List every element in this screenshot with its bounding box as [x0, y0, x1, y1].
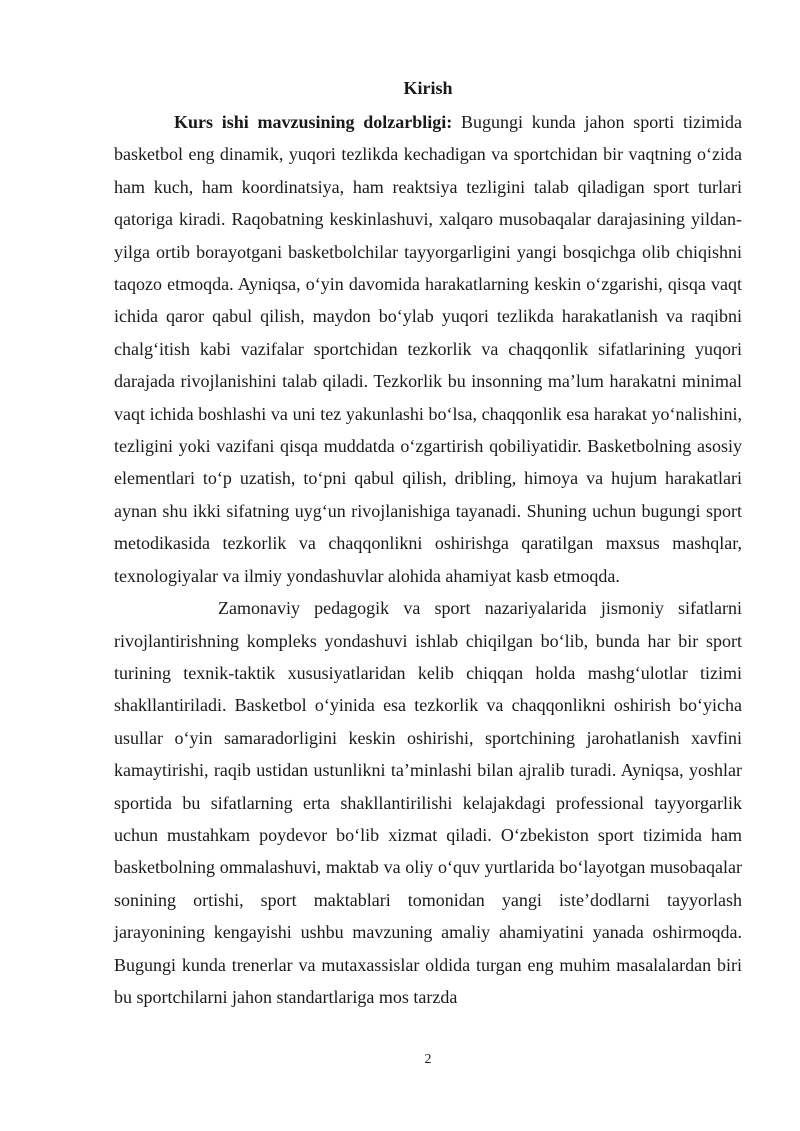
paragraph-relevance-text: Bugungi kunda jahon sporti tizimida basketbol eng dinamik, yuqori tezlikda kechadigan va sportchidan bir vaqtning oʻzida ham kuch, ham koordinatsiya, ham reaktsiya tezligini talab qiladigan sport turlari qatoriga kiradi. Raqobatning keskinlashuvi, xalqaro musobaqalar darajasining yildan-yilga ortib borayotgani basketbolchilar tayyorgarligini yangi bosqichga olib chiqishni taqozo etmoqda. Ayniqsa, oʻyin davomida harakatlarning keskin oʻzgarishi, qisqa vaqt ichida qaror qabul qilish, maydon boʻylab yuqori tezlikda harakatlanish va raqibni chalgʻitish kabi vazifalar sportchidan tezkorlik va chaqqonlik sifatlarining yuqori darajada rivojlanishini talab qiladi. Tezkorlik bu insonning maʼlum harakatni minimal vaqt ichida boshlashi va uni tez yakunlashi boʻlsa, chaqqonlik esa harakat yoʻnalishini, tezligini yoki vazifani qisqa muddatda oʻzgartirish qobiliyatidir. Basketbolning asosiy elementlari toʻp uzatish, toʻpni qabul qilish, dribling, himoya va hujum harakatlari aynan shu ikki sifatning uygʻun rivojlanishiga tayanadi. Shuning uchun bugungi sport metodikasida tezkorlik va chaqqonlikni oshirishga qaratilgan maxsus mashqlar, texnologiyalar va ilmiy yondashuvlar alohida ahamiyat kasb etmoqda. [114, 112, 742, 586]
paragraph-relevance [114, 106, 742, 592]
section-heading: Kirish [403, 78, 453, 98]
paragraph-lead: Kurs ishi mavzusining dolzarbligi: [174, 112, 453, 132]
body-text [114, 106, 742, 1013]
page-number: 2 [424, 1052, 432, 1067]
paragraph-theory: Zamonaviy pedagogik va sport nazariyalarida jismoniy sifatlarni rivojlantirishning kompleks yondashuvi ishlab chiqilgan boʻlib, bunda har bir sport turining texnik-taktik xususiyatlaridan kelib chiqqan holda mashgʻulotlar tizimi shakllantiriladi. Basketbol oʻyinida esa tezkorlik va chaqqonlikni oshirish boʻyicha usullar oʻyin samaradorligini keskin oshirishi, sportchining jarohatlanish xavfini kamaytirishi, raqib ustidan ustunlikni taʼminlashi bilan ajralib turadi. Ayniqsa, yoshlar sportida bu sifatlarning erta shakllantirilishi kelajakdagi professional tayyorgarlik uchun mustahkam poydevor boʻlib xizmat qiladi. Oʻzbekiston sport tizimida ham basketbolning ommalashuvi, maktab va oliy oʻquv yurtlarida boʻlayotgan musobaqalar sonining ortishi, sport maktablari tomonidan yangi isteʼdodlarni tayyorlash jarayonining kengayishi ushbu mavzuning amaliy ahamiyatini yanada oshirmoqda. Bugungi kunda trenerlar va mutaxassislar oldida turgan eng muhim masalalardan biri bu sportchilarni jahon standartlariga mos tarzda [114, 598, 742, 1007]
